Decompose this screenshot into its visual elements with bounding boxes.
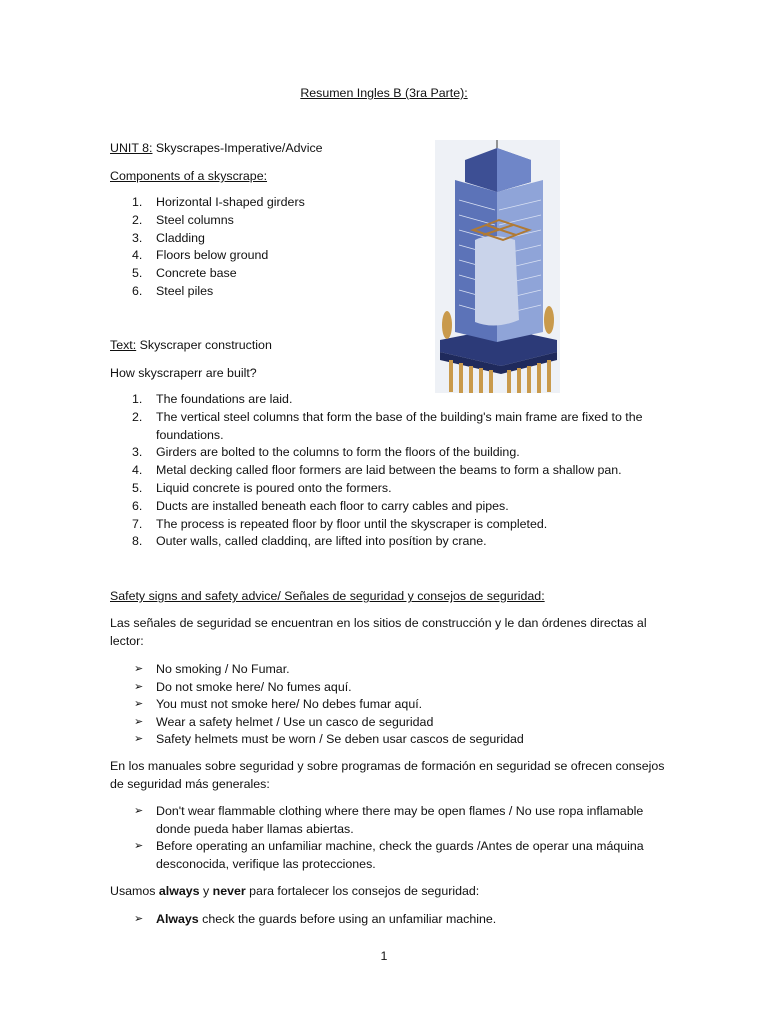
- arrow-bullet-icon: ➢: [134, 805, 144, 817]
- list-item: ➢ Always check the guards before using an unfamiliar machine.: [110, 911, 670, 929]
- list-item: 6. Steel piles: [132, 283, 214, 298]
- list-item: 4. Floors below ground: [132, 248, 269, 263]
- list-item: 1. Horizontal I-shaped girders: [132, 195, 305, 209]
- advice-list: [110, 803, 670, 873]
- list-item: 1. The foundations are laid.: [132, 392, 293, 406]
- page-number: 1: [380, 949, 388, 963]
- list-item: 7. The process is repeated floor by floor until the skyscraper is completed.: [132, 516, 548, 531]
- list-item: 5. Concrete base: [132, 266, 237, 281]
- text-label: Text:: [110, 338, 137, 352]
- unit-label: UNIT 8:: [110, 141, 153, 155]
- keyword-always: always: [158, 884, 200, 898]
- list-item: ➢ Do not smoke here/ No fumes aquí.: [110, 679, 670, 697]
- list-item: 2. The vertical steel columns that form the base of the building's main frame are fixed to the foundations.: [132, 409, 643, 442]
- list-item: 8. Outer walls, caIled claddinq, are lifted into posítion by crane.: [132, 534, 487, 549]
- arrow-bullet-icon: ➢: [134, 680, 144, 693]
- unit-text: Skyscrapes-Imperative/Advice: [152, 141, 323, 155]
- unit-heading: [110, 141, 323, 155]
- steps-list: [110, 391, 670, 551]
- list-item: ➢ No smoking / No Fumar.: [110, 661, 670, 679]
- list-item: 4. Metal decking called floor formers are laid between the beams to form a shallow pan.: [132, 463, 622, 478]
- arrow-bullet-icon: ➢: [134, 913, 144, 925]
- components-list: [110, 194, 305, 301]
- list-item: ➢ Safety helmets must be worn / Se deben usar cascos de seguridad: [110, 731, 670, 749]
- list-item: 2. Steel columns: [132, 212, 234, 227]
- skyscraper-illustration: [435, 140, 560, 393]
- components-heading: Components of a skyscrape:: [110, 169, 268, 183]
- arrow-bullet-icon: ➢: [134, 698, 144, 711]
- arrow-bullet-icon: ➢: [134, 663, 144, 675]
- safety-heading: Safety signs and safety advice/ Señales de seguridad y consejos de seguridad:: [110, 589, 545, 603]
- arrow-bullet-icon: ➢: [134, 733, 144, 746]
- arrow-bullet-icon: ➢: [134, 840, 144, 853]
- list-item: 3. Girders are bolted to the columns to form the floors of the building.: [132, 445, 520, 460]
- list-item: 6. Ducts are installed beneath each floor to carry cables and pipes.: [132, 498, 509, 513]
- list-item: ➢ Wear a safety helmet / Use un casco de seguridad: [110, 714, 670, 732]
- always-example-list: [110, 911, 670, 929]
- question: How skyscraperr are built?: [110, 366, 257, 380]
- list-item: ➢ You must not smoke here/ No debes fumar aquí.: [110, 696, 670, 714]
- arrow-bullet-icon: ➢: [134, 715, 144, 728]
- list-item: ➢ Don't wear flammable clothing where there may be open flames / No use ropa inflamable donde pueda haber llamas abiertas.: [134, 804, 644, 836]
- text-title: Skyscraper construction: [136, 338, 272, 352]
- signs-intro: Las señales de seguridad se encuentran en los sitios de construcción y le dan órdenes directas al lector:: [110, 616, 647, 648]
- manuals-intro: En los manuales sobre seguridad y sobre programas de formación en seguridad se ofrecen consejos de seguridad más generales:: [110, 759, 665, 791]
- page-title: Resumen Ingles B (3ra Parte):: [300, 86, 468, 100]
- usage-note: Usamos always y never para fortalecer los consejos de seguridad:: [110, 884, 480, 898]
- keyword-never: never: [212, 884, 246, 898]
- signs-list: [110, 661, 670, 749]
- list-item: 3. Cladding: [132, 230, 205, 245]
- list-item: ➢ Before operating an unfamiliar machine, check the guards /Antes de operar una máquina desconocida, verifique las protecciones.: [134, 839, 644, 871]
- list-item: 5. Liquid concrete is poured onto the formers.: [132, 480, 392, 495]
- text-heading: [110, 338, 272, 352]
